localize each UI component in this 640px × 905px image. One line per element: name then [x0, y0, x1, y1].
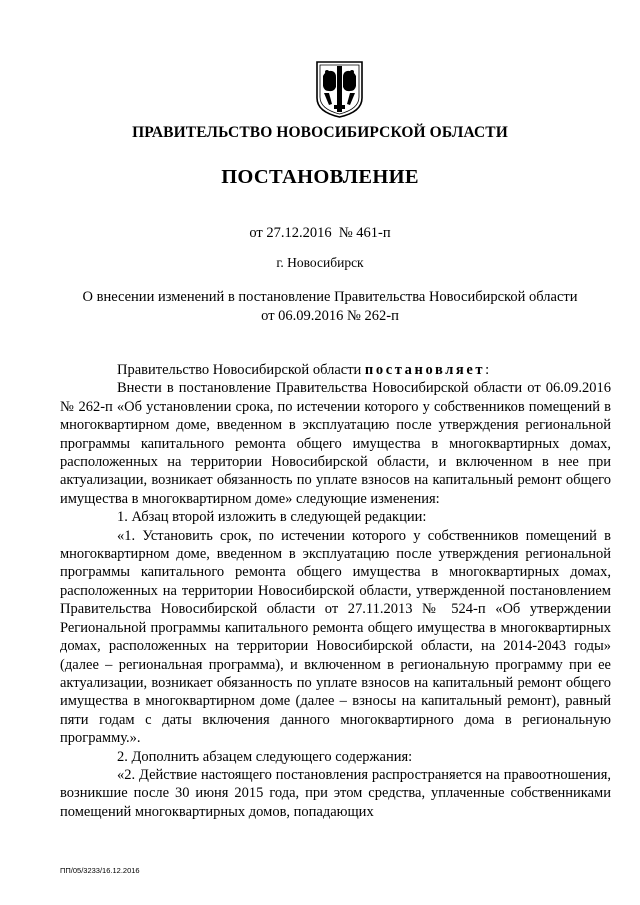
- intro-text: Правительство Новосибирской области: [117, 362, 365, 378]
- subject-line-1: О внесении изменений в постановление Правительства Новосибирской области: [82, 289, 578, 305]
- date-and-number: от 27.12.2016 № 461-п: [249, 225, 391, 241]
- intro-paragraph: [60, 361, 611, 379]
- document-subject: [60, 288, 600, 326]
- footer-code: ПП/05/3233/16.12.2016: [60, 866, 140, 875]
- coat-of-arms-icon: [315, 60, 364, 118]
- item-1-quote: «1. Установить срок, по истечении которого у собственников помещений в многоквартирном доме, введенном в эксплуатацию после утверждения региональной программы капитального ремонта общего имущества в многоквартирных домах, расположенных на территории Новосибирской области, утвержденной постановлением Правительства Новосибирской области от 27.11.2013 № 524-п «Об утверждении Региональной программы капитального ремонта общего имущества в многоквартирных домах, расположенных на территории Новосибирской области, на 2014-2043 годы» (далее – региональная программа), и включенном в региональную программу при ее актуализации, возникает обязанность по уплате взносов на капитальный ремонт общего имущества в многоквартирном доме (далее – взносы на капитальный ремонт), равный пяти годам с даты включения данного многоквартирного дома в региональную программу.».: [60, 527, 611, 747]
- intro-colon: :: [485, 362, 490, 378]
- paragraph-amendment-intro: Внести в постановление Правительства Новосибирской области от 06.09.2016 № 262-п «Об установлении срока, по истечении которого у собственников помещений в многоквартирном доме, введенном в эксплуатацию после утверждения региональной программы капитального ремонта общего имущества в многоквартирных домах, расположенных на территории Новосибирской области, и включенном в нее при актуализации, возникает обязанность по уплате взносов на капитальный ремонт общего имущества в многоквартирном доме» следующие изменения:: [60, 380, 611, 507]
- city-name: г. Новосибирск: [276, 255, 364, 270]
- resolution-verb: постановляет: [364, 362, 486, 378]
- organization-name: ПРАВИТЕЛЬСТВО НОВОСИБИРСКОЙ ОБЛАСТИ: [132, 124, 508, 141]
- subject-line-2: от 06.09.2016 № 262-п: [261, 308, 399, 324]
- document-body: [60, 361, 611, 821]
- item-1-heading: 1. Абзац второй изложить в следующей редакции:: [117, 509, 427, 526]
- document-type-title: ПОСТАНОВЛЕНИЕ: [221, 166, 419, 188]
- item-2-quote: «2. Действие настоящего постановления распространяется на правоотношения, возникшие после 30 июня 2015 года, при этом средства, уплаченные собственниками помещений многоквартирных домов, попадающих: [60, 766, 611, 820]
- item-2-heading: 2. Дополнить абзацем следующего содержания:: [117, 748, 413, 765]
